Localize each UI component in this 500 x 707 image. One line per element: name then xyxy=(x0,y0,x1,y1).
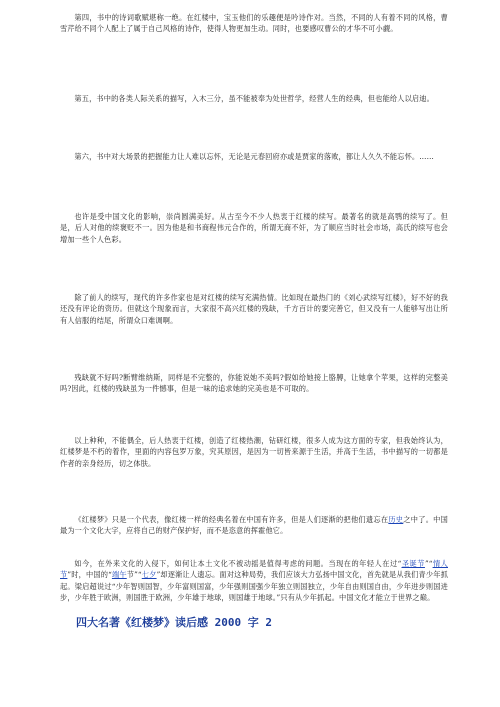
paragraph-relationships xyxy=(60,93,448,104)
paragraph-text: 以上种种，不能偶全，后人热衷于红楼，创造了红楼热潮，钻研红楼，很多人成为这方面的专家，但我始终认为，红楼梦是不朽的着作，里面的内容包罗万象，究其原因，是因为一切皆来源于生活，并高于生活，书中描写的一切都是作者的亲身经历，切之体肤。 xyxy=(60,436,448,468)
paragraph-text: 《红楼梦》只是一个代表，像红楼一样的经典名着在中国有许多，但是人们逐渐的把他们遗忘在 xyxy=(74,515,389,524)
history-link[interactable]: 历史 xyxy=(388,515,404,524)
paragraph-incompleteness xyxy=(60,372,448,395)
paragraph-text: 残缺就不好吗?断臂维纳斯，同样是不完整的，你能说她不美吗?假如给她接上胳膊，让她拿个苹果，这样的完整美吗?因此，红楼的残缺虽为一件憾事，但是一味的追求她的完美也是不可取的。 xyxy=(60,373,448,394)
valentines-day-link[interactable]: 情人节 xyxy=(60,559,448,580)
paragraph-scenes xyxy=(60,151,448,162)
paragraph-text: ”时，中国的“ xyxy=(67,570,112,580)
paragraph-text: 如今，在外来文化的入侵下，如何让本土文化不被动摇是值得考虑的问题。当现在的年轻人在过“ xyxy=(74,559,402,568)
paragraph-poetry xyxy=(60,12,448,35)
christmas-link[interactable]: 圣诞节 xyxy=(401,559,425,568)
paragraph-text: 之中了。中国最为一个文化大字，应将自己的财产保护好，而不是恣意的挥霍他它。 xyxy=(60,515,448,536)
paragraph-modern-writers xyxy=(60,292,448,326)
paragraph-text: 第六，书中对大场景的把握能力让人难以忘怀，无论是元春回府亦或是贾家的落败，都让人久久不能忘怀。…… xyxy=(74,152,434,161)
dragon-boat-link[interactable]: 端午 xyxy=(111,570,127,580)
paragraph-text: 节”“ xyxy=(126,570,142,580)
paragraph-classics xyxy=(60,514,448,537)
paragraph-text: 除了前人的续写，现代的许多作家也是对红楼的续写充满热情。比如现在最热门的《刘心武续写红楼》，好不好的我还没有评论的资历。但就这个现象而言，大家很不高兴红楼的残缺，千方百计的要完善它，但又没有一人能够写出让所有人信服的结尾，所谓众口难调啊。 xyxy=(60,293,448,325)
paragraph-text: ”“ xyxy=(424,559,433,568)
qixi-link[interactable]: 七夕 xyxy=(141,570,157,580)
paragraph-text: 第五，书中的各类人际关系的描写，入木三分，虽不能被奉为处世哲学，经营人生的经典，但也能给人以启迪。 xyxy=(74,94,434,103)
paragraph-redology xyxy=(60,435,448,469)
page-footer-title: 四大名著《红楼梦》读后感 2000 字 2 xyxy=(76,616,272,629)
paragraph-continuations xyxy=(60,211,448,245)
paragraph-culture xyxy=(60,558,448,604)
paragraph-text: 也许是受中国文化的影响，崇尚圆满美好。从古至今不少人热衷于红楼的续写。最著名的就是高鹗的续写了。但是，后人对他的续褒贬不一。因为他是和书商程伟元合作的，所谓无商不奸，为了顺应当时社会市场，高氏的续写也会增加一些个人色彩。 xyxy=(60,212,448,244)
paragraph-text: 第四，书中的诗词歌赋堪称一绝。在红楼中，宝玉他们的乐趣便是吟诗作对。当然，不同的人有着不同的风格，曹雪芹给不同个人配上了属于自己风格的诗作，使得人物更加生动。同时，也要感叹曹公的才华不可小觑。 xyxy=(60,13,448,34)
paragraph-text: ”却逐渐让人遗忘。面对这种局势，我们应该大力弘扬中国文化，首先就是从我们青少年抓起。梁启超说过“少年智则国智，少年富则国富，少年强则国强少年独立则国独立，少年自由则国自由，少年进步则国进步，少年胜于欧洲，则国胜于欧洲，少年雄于地球，则国雄于地球。”只有从少年抓起。中国文化才能立于世界之巅。 xyxy=(60,570,448,603)
